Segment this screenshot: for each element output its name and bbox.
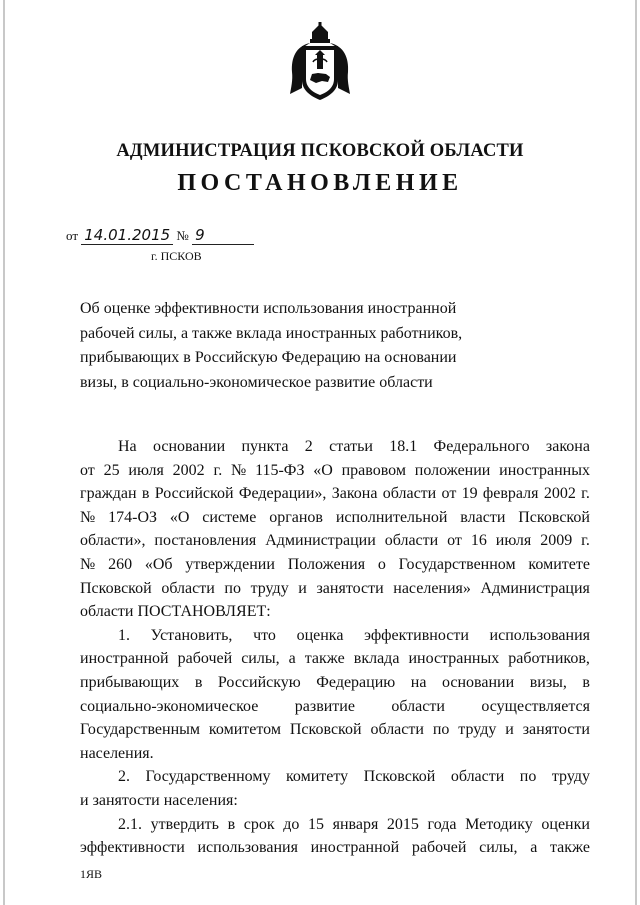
body-word: 2015 (386, 815, 419, 833)
document-type-title: ПОСТАНОВЛЕНИЕ (177, 170, 463, 196)
body-word: «Об (144, 555, 173, 573)
body-word: от (447, 532, 462, 550)
body-word: системе (202, 508, 257, 526)
body-line (80, 718, 590, 742)
body-word: 1. (118, 626, 130, 644)
body-word: Федерации», (238, 485, 327, 503)
body-word: населения» (393, 579, 471, 597)
body-word: 2.1. (118, 815, 142, 833)
body-word: Псковской (363, 768, 436, 786)
body-word: по (224, 579, 241, 597)
date-prefix: от (66, 228, 79, 243)
body-word: февраля (482, 485, 539, 503)
body-word: 2. (118, 768, 130, 786)
body-word: г. (581, 532, 590, 550)
body-line (80, 765, 590, 789)
body-line (80, 624, 590, 648)
body-word: от (441, 485, 457, 503)
body-word: также (549, 839, 590, 857)
body-word: основании (152, 438, 226, 455)
body-word: Псковской (80, 579, 152, 597)
body-word: по (432, 721, 450, 739)
body-line-text: области ПОСТАНОВЛЯЕТ: (80, 603, 271, 621)
body-word: Установить, (150, 626, 233, 644)
body-word: Псковской (289, 721, 362, 739)
body-word: Государственном (398, 555, 516, 573)
body-word: комитетом (208, 721, 281, 739)
body-word: развитие (294, 697, 355, 715)
body-word: Российской (154, 485, 234, 503)
body-word: № (231, 461, 247, 479)
body-line (80, 671, 590, 695)
body-word: также (304, 650, 345, 668)
body-word: области (391, 697, 445, 715)
body-word: визы, (529, 673, 567, 691)
body-word: власти (460, 508, 506, 526)
body-word: иностранной (310, 839, 400, 857)
body-word: 15 (307, 815, 324, 833)
number-prefix: № (176, 228, 189, 243)
body-word: от (80, 461, 95, 479)
body-word: использования (489, 626, 590, 644)
subject-line: рабочей силы, а также вклада иностранных работников, (80, 324, 463, 342)
organization-name: АДМИНИСТРАЦИЯ ПСКОВСКОЙ ОБЛАСТИ (116, 141, 524, 161)
body-word: Псковской (518, 508, 590, 526)
body-line (80, 482, 590, 506)
date-value: 14.01.2015 (81, 226, 173, 245)
subject-line: Об оценке эффективности использования иностранной (80, 300, 457, 317)
body-word: исполнительной (335, 508, 448, 526)
body-word: прибывающих (80, 673, 180, 691)
body-line (80, 459, 590, 483)
body-word: Методику (465, 815, 533, 833)
body-word: до (283, 815, 300, 833)
body-word: положении (414, 461, 491, 479)
body-word: Федерального (433, 438, 530, 455)
body-word: Государственному (145, 768, 271, 786)
body-word: Российскую (217, 673, 301, 691)
body-word: иностранных (408, 650, 500, 668)
body-word: труду (551, 768, 590, 786)
date-number-line (66, 226, 254, 245)
body-word: 2009 (540, 532, 573, 550)
body-line-text: и занятости населения: (80, 791, 238, 809)
pskov-coat-of-arms-icon (288, 22, 352, 104)
body-word: Администрация (480, 579, 590, 597)
body-word: закона (545, 438, 590, 455)
body-word: в (582, 673, 590, 691)
city-label: г. ПСКОВ (151, 249, 202, 263)
body-word: в (227, 815, 236, 833)
body-word: пункта (241, 438, 289, 455)
body-word: силы, (241, 650, 280, 668)
body-word: рабочей (177, 650, 233, 668)
body-line (80, 553, 590, 577)
body-line-text: населения. (80, 744, 154, 762)
body-word: постановления (154, 532, 257, 550)
body-line (80, 529, 590, 553)
body-word: 16 (470, 532, 487, 550)
body-word: Положения (287, 555, 366, 573)
body-word: 18.1 (389, 438, 418, 455)
body-word: области (161, 579, 215, 597)
body-word: года (427, 815, 457, 833)
body-word: 2002 (543, 485, 576, 503)
body-line (80, 742, 590, 766)
body-word: Федерацию (316, 673, 396, 691)
body-word: утвердить (150, 815, 219, 833)
body-word: 2002 (172, 461, 205, 479)
body-word: июля (495, 532, 532, 550)
body-word: июля (128, 461, 164, 479)
body-word: эффективности (80, 839, 185, 857)
body-line (80, 836, 590, 860)
subject-line: визы, в социально-экономическое развитие области (80, 373, 433, 391)
body-word: статьи (329, 438, 373, 455)
body-word: а (530, 839, 538, 857)
body-word: области (382, 485, 437, 503)
body-word: 19 (461, 485, 478, 503)
body-word: эффективности (364, 626, 469, 644)
body-word: по (519, 768, 537, 786)
body-word: комитете (528, 555, 590, 573)
body-word: осуществляется (481, 697, 590, 715)
body-word: что (253, 626, 276, 644)
body-word: занятости (316, 579, 384, 597)
body-word: иностранных (499, 461, 590, 479)
body-word: иностранной (80, 650, 169, 668)
scan-edge-right (635, 0, 637, 905)
body-word: «О (169, 508, 190, 526)
body-word: 2 (304, 438, 313, 455)
body-word: срок (243, 815, 275, 833)
body-word: оценки (541, 815, 590, 833)
body-word: области (370, 721, 424, 739)
body-word: в (141, 485, 150, 503)
body-line (80, 695, 590, 719)
body-word: труду (250, 579, 289, 597)
body-word: занятости (522, 721, 590, 739)
body-word: № (80, 508, 96, 526)
body-word: а (288, 650, 296, 668)
body-word: № (80, 555, 96, 573)
body-word: оценка (296, 626, 344, 644)
body-word: г. (213, 461, 223, 479)
body-word: января (332, 815, 379, 833)
body-word: Государственным (80, 721, 201, 739)
body-word: социально-экономическое (80, 697, 259, 715)
body-word: работников, (508, 650, 590, 668)
body-word: граждан (80, 485, 137, 503)
body-line (80, 506, 590, 530)
body-word: области (450, 768, 505, 786)
body-line (80, 813, 590, 837)
body-word: 115-ФЗ (255, 461, 305, 479)
subject-line: прибывающих в Российскую Федерацию на основании (80, 349, 457, 366)
body-word: комитету (285, 768, 349, 786)
footer-mark: 1ЯВ (80, 867, 103, 881)
body-word: правовом (341, 461, 406, 479)
body-word: и (298, 579, 307, 597)
document-body (80, 435, 590, 860)
body-word: На (118, 438, 137, 455)
body-line (80, 435, 590, 459)
body-word: органов (269, 508, 323, 526)
body-line (80, 577, 590, 601)
body-word: утверждении (185, 555, 275, 573)
body-word: «О (313, 461, 333, 479)
scan-edge-left (3, 0, 5, 905)
body-word: г. (581, 485, 590, 503)
body-word: Закона (331, 485, 378, 503)
body-word: Администрации (265, 532, 376, 550)
body-word: о (377, 555, 386, 573)
body-word: в (194, 673, 203, 691)
subject-block (80, 297, 540, 395)
body-word: силы, (479, 839, 518, 857)
body-line (80, 647, 590, 671)
body-line (80, 600, 590, 624)
body-word: рабочей (411, 839, 467, 857)
body-word: 25 (103, 461, 120, 479)
body-word: 174-ОЗ (108, 508, 158, 526)
body-word: и (505, 721, 514, 739)
body-word: вклада (353, 650, 400, 668)
body-word: области», (80, 532, 146, 550)
body-word: труду (458, 721, 497, 739)
number-value: 9 (192, 226, 254, 245)
body-word: на (410, 673, 427, 691)
body-word: основании (441, 673, 515, 691)
body-line (80, 789, 590, 813)
body-word: 260 (108, 555, 133, 573)
body-word: области (384, 532, 439, 550)
body-word: использования (197, 839, 298, 857)
